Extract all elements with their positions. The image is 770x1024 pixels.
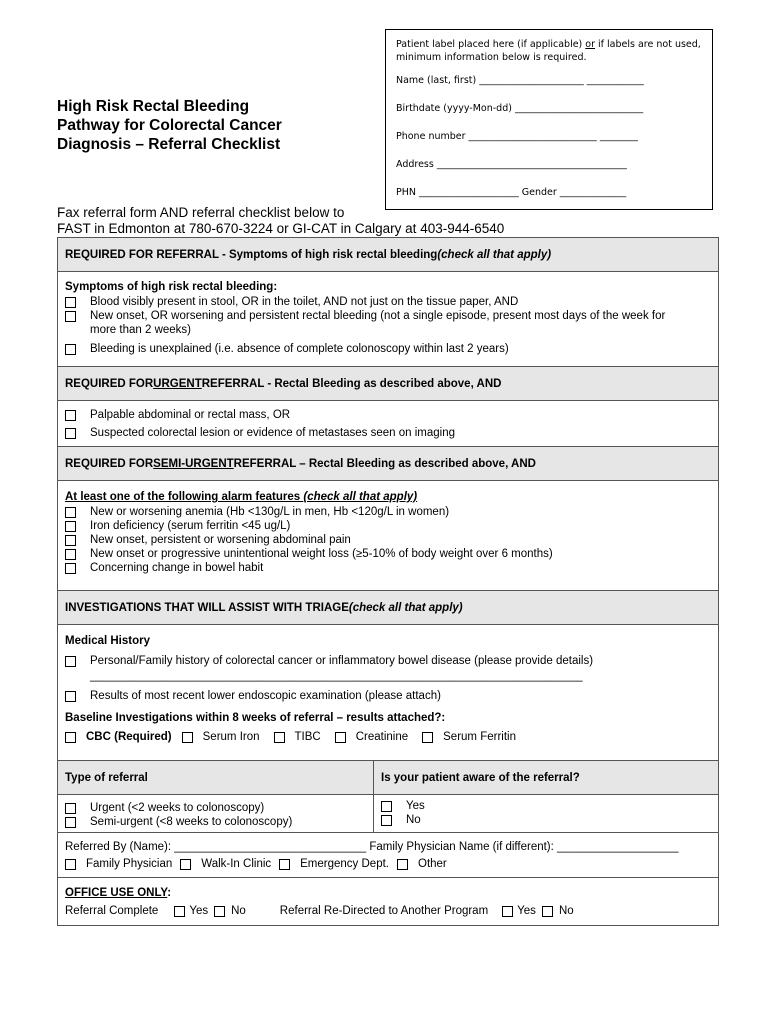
checkbox[interactable] — [335, 732, 346, 743]
alarm-feature-item[interactable]: Iron deficiency (serum ferritin <45 ug/L) — [65, 519, 711, 533]
urgent-item[interactable]: Suspected colorectal lesion or evidence of metastases seen on imaging — [65, 426, 711, 440]
alarm-feature-item[interactable]: New onset, persistent or worsening abdominal pain — [65, 533, 711, 547]
symptom-item[interactable]: New onset, OR worsening and persistent rectal bleeding (not a single episode, present most days of the week for more than 2 weeks) — [65, 309, 711, 337]
phn-gender-field[interactable]: PHN _____________________ Gender ______________ — [396, 187, 627, 198]
redirected-label: Referral Re-Directed to Another Program — [279, 905, 489, 917]
no-label: No — [558, 905, 574, 917]
referrer-option-label: Other — [418, 858, 447, 870]
checkbox[interactable] — [65, 732, 76, 743]
checkbox[interactable] — [65, 859, 76, 870]
symptom-item[interactable]: Blood visibly present in stool, OR in the toilet, AND not just on the tissue paper, AND — [65, 295, 711, 309]
patient-name-field[interactable]: Name (last, first) ______________________ ____________ — [396, 75, 644, 86]
checkbox[interactable] — [65, 311, 76, 322]
section-semi-urgent-body — [58, 481, 718, 590]
patient-label-intro: Patient label placed here (if applicable) or if labels are not used, minimum information below is required. — [396, 39, 701, 63]
form-title — [57, 97, 357, 154]
checkbox[interactable] — [65, 656, 76, 667]
no-label: No — [231, 905, 246, 917]
checkbox[interactable] — [65, 549, 76, 560]
alarm-feature-item[interactable]: New or worsening anemia (Hb <130g/L in men, Hb <120g/L in women) — [65, 505, 711, 519]
section-required-header: REQUIRED FOR REFERRAL - Symptoms of high risk rectal bleeding (check all that apply) — [58, 238, 718, 272]
title-line-3: Diagnosis – Referral Checklist — [57, 136, 281, 153]
referral-type-header: Type of referral — [58, 761, 373, 795]
medical-history-heading: Medical History — [65, 635, 150, 647]
checkbox[interactable] — [542, 906, 553, 917]
referrer-option-label: Walk-In Clinic — [201, 858, 272, 870]
baseline-heading: Baseline Investigations within 8 weeks of referral – results attached?: — [65, 712, 446, 724]
referrer-option-label: Emergency Dept. — [300, 858, 389, 870]
referral-type-option[interactable]: Urgent (<2 weeks to colonoscopy) — [65, 801, 366, 815]
checkbox[interactable] — [422, 732, 433, 743]
fax-line-2: FAST in Edmonton at 780-670-3224 or GI-CAT in Calgary at 403-944-6540 — [57, 221, 505, 236]
referral-type-grid — [58, 760, 718, 832]
referred-by-section — [58, 832, 718, 877]
title-line-1: High Risk Rectal Bleeding — [57, 98, 250, 115]
birthdate-field[interactable]: Birthdate (yyyy-Mon-dd) ___________________________ — [396, 103, 644, 114]
alarm-features-subheading: At least one of the following alarm features (check all that apply) — [65, 491, 418, 503]
section-investigations-body — [58, 625, 718, 760]
checkbox[interactable] — [65, 803, 76, 814]
checkbox[interactable] — [174, 906, 185, 917]
patient-aware-option[interactable]: No — [381, 813, 711, 827]
checkbox[interactable] — [279, 859, 290, 870]
patient-aware-column — [374, 761, 718, 832]
section-urgent-body — [58, 401, 718, 446]
address-field[interactable]: Address ________________________________________ — [396, 159, 627, 170]
checkbox[interactable] — [180, 859, 191, 870]
checkbox[interactable] — [65, 428, 76, 439]
history-item[interactable]: Personal/Family history of colorectal cancer or inflammatory bowel disease (please provide details) — [65, 654, 711, 668]
checkbox[interactable] — [502, 906, 513, 917]
checkbox[interactable] — [65, 410, 76, 421]
checkbox[interactable] — [182, 732, 193, 743]
referral-type-body — [58, 795, 373, 832]
office-use-section — [58, 877, 718, 925]
checkbox[interactable] — [274, 732, 285, 743]
referral-complete-label: Referral Complete — [65, 905, 159, 917]
test-label: Creatinine — [355, 731, 409, 743]
referral-checklist — [57, 237, 719, 926]
yes-label: Yes — [517, 905, 536, 917]
office-use-options — [65, 904, 711, 918]
urgent-item[interactable]: Palpable abdominal or rectal mass, OR — [65, 408, 711, 422]
patient-aware-header: Is your patient aware of the referral? — [374, 761, 718, 795]
checkbox[interactable] — [65, 817, 76, 828]
checkbox[interactable] — [65, 521, 76, 532]
checkbox[interactable] — [381, 815, 392, 826]
checkbox[interactable] — [214, 906, 225, 917]
yes-label: Yes — [189, 905, 209, 917]
alarm-feature-item[interactable]: New onset or progressive unintentional weight loss (≥5-10% of body weight over 6 months) — [65, 547, 711, 561]
referrer-option-label: Family Physician — [86, 858, 173, 870]
office-use-title: OFFICE USE ONLY: — [65, 887, 172, 899]
referral-type-option[interactable]: Semi-urgent (<8 weeks to colonoscopy) — [65, 815, 366, 829]
patient-label-box[interactable] — [385, 29, 713, 210]
checkbox[interactable] — [397, 859, 408, 870]
checkbox[interactable] — [65, 507, 76, 518]
test-label: CBC (Required) — [86, 731, 172, 743]
checkbox[interactable] — [381, 801, 392, 812]
section-investigations-header: INVESTIGATIONS THAT WILL ASSIST WITH TRIAGE (check all that apply) — [58, 590, 718, 625]
section-required-body — [58, 272, 718, 366]
patient-aware-option[interactable]: Yes — [381, 799, 711, 813]
endoscopy-item[interactable]: Results of most recent lower endoscopic examination (please attach) — [65, 689, 711, 703]
phone-field[interactable]: Phone number ___________________________ ________ — [396, 131, 638, 142]
title-line-2: Pathway for Colorectal Cancer — [57, 117, 282, 134]
section-urgent-header: REQUIRED FOR URGENT REFERRAL - Rectal Bleeding as described above, AND — [58, 366, 718, 401]
symptoms-subheading: Symptoms of high risk rectal bleeding: — [65, 281, 278, 293]
test-label: Serum Iron — [202, 731, 260, 743]
fax-instructions — [57, 205, 504, 237]
baseline-tests — [65, 730, 711, 744]
test-label: Serum Ferritin — [443, 731, 516, 743]
symptom-item[interactable]: Bleeding is unexplained (i.e. absence of complete colonoscopy within last 2 years) — [65, 342, 711, 356]
patient-aware-body — [374, 795, 718, 832]
referred-by-line[interactable]: Referred By (Name): ______________________________ Family Physician Name (if different): ___________________ — [65, 841, 679, 853]
checkbox[interactable] — [65, 691, 76, 702]
referrer-type-options — [65, 857, 711, 871]
checkbox[interactable] — [65, 535, 76, 546]
checkbox[interactable] — [65, 344, 76, 355]
checkbox[interactable] — [65, 297, 76, 308]
alarm-feature-item[interactable]: Concerning change in bowel habit — [65, 561, 711, 575]
section-semi-urgent-header: REQUIRED FOR SEMI-URGENT REFERRAL – Rectal Bleeding as described above, AND — [58, 446, 718, 481]
history-details-line[interactable]: _____________________________________________________________________________ — [90, 670, 583, 682]
referral-type-column — [58, 761, 374, 832]
fax-line-1: Fax referral form AND referral checklist below to — [57, 205, 345, 220]
checkbox[interactable] — [65, 563, 76, 574]
test-label: TIBC — [294, 731, 321, 743]
